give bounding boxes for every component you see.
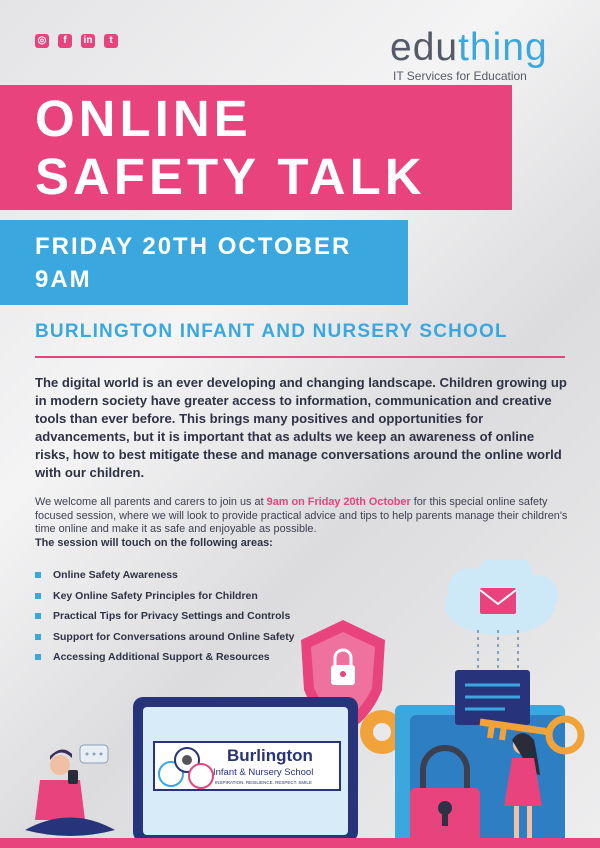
list-item-label: Practical Tips for Privacy Settings and Controls: [53, 610, 291, 623]
details-subheading: The session will touch on the following areas:: [35, 536, 273, 549]
instagram-icon[interactable]: ◎: [35, 34, 49, 48]
list-item-label: Support for Conversations around Online Safety: [53, 630, 295, 643]
event-date: [35, 230, 351, 296]
details-text-a: We welcome all parents and carers to join us at: [35, 496, 267, 508]
details-highlight: 9am on Friday 20th October: [266, 496, 411, 508]
details-paragraph: [35, 496, 570, 550]
page-title: [35, 90, 426, 206]
title-line-1: ONLINE: [35, 90, 252, 147]
school-crest-icon: [157, 744, 215, 790]
list-item-label: Accessing Additional Support & Resources: [53, 651, 270, 664]
social-links: [35, 34, 118, 48]
footer-bar: [0, 838, 600, 848]
date-line-2: 9AM: [35, 266, 92, 293]
brand-name-b: thing: [458, 26, 548, 69]
divider: [35, 356, 565, 358]
facebook-icon[interactable]: f: [58, 34, 72, 48]
eduthing-logo: [390, 28, 580, 83]
illustration: [0, 560, 600, 848]
list-item-label: Key Online Safety Principles for Children: [53, 589, 258, 602]
linkedin-icon[interactable]: in: [81, 34, 95, 48]
twitter-icon[interactable]: t: [104, 34, 118, 48]
envelope-icon: [480, 588, 516, 614]
date-line-1: FRIDAY 20TH OCTOBER: [35, 233, 352, 260]
intro-paragraph: The digital world is an ever developing and changing landscape. Children growing up in modern society have greater access to information, communication and creative tools than ever before. This brings many positives and opportunities for advancements, but it is important that as adults we keep an awareness of online risks, how to best mitigate these and manage conversations around the online world with our children.: [35, 375, 567, 480]
school-logo-sub: Infant & Nursery School: [213, 767, 314, 778]
details-text-b: for this special online safety focused session, where we will look to provide practical advice and tips to help parents manage their children's time online and make it as safe and enjoyable as possible.: [35, 496, 568, 535]
cloud-icon: [445, 560, 558, 676]
brand-name-a: edu: [390, 26, 459, 69]
list-item-label: Online Safety Awareness: [53, 569, 178, 582]
school-name: BURLINGTON INFANT AND NURSERY SCHOOL: [35, 321, 508, 342]
school-logo-strapline: INSPIRATION. RESILIENCE. RESPECT. SMILE: [215, 780, 312, 785]
school-logo-name: Burlington: [227, 746, 313, 765]
man-figure: [25, 745, 115, 836]
brand-name: [390, 28, 580, 67]
title-line-2: SAFETY TALK: [35, 148, 426, 205]
school-logo: [153, 741, 341, 791]
brand-tagline: IT Services for Education: [393, 69, 527, 83]
